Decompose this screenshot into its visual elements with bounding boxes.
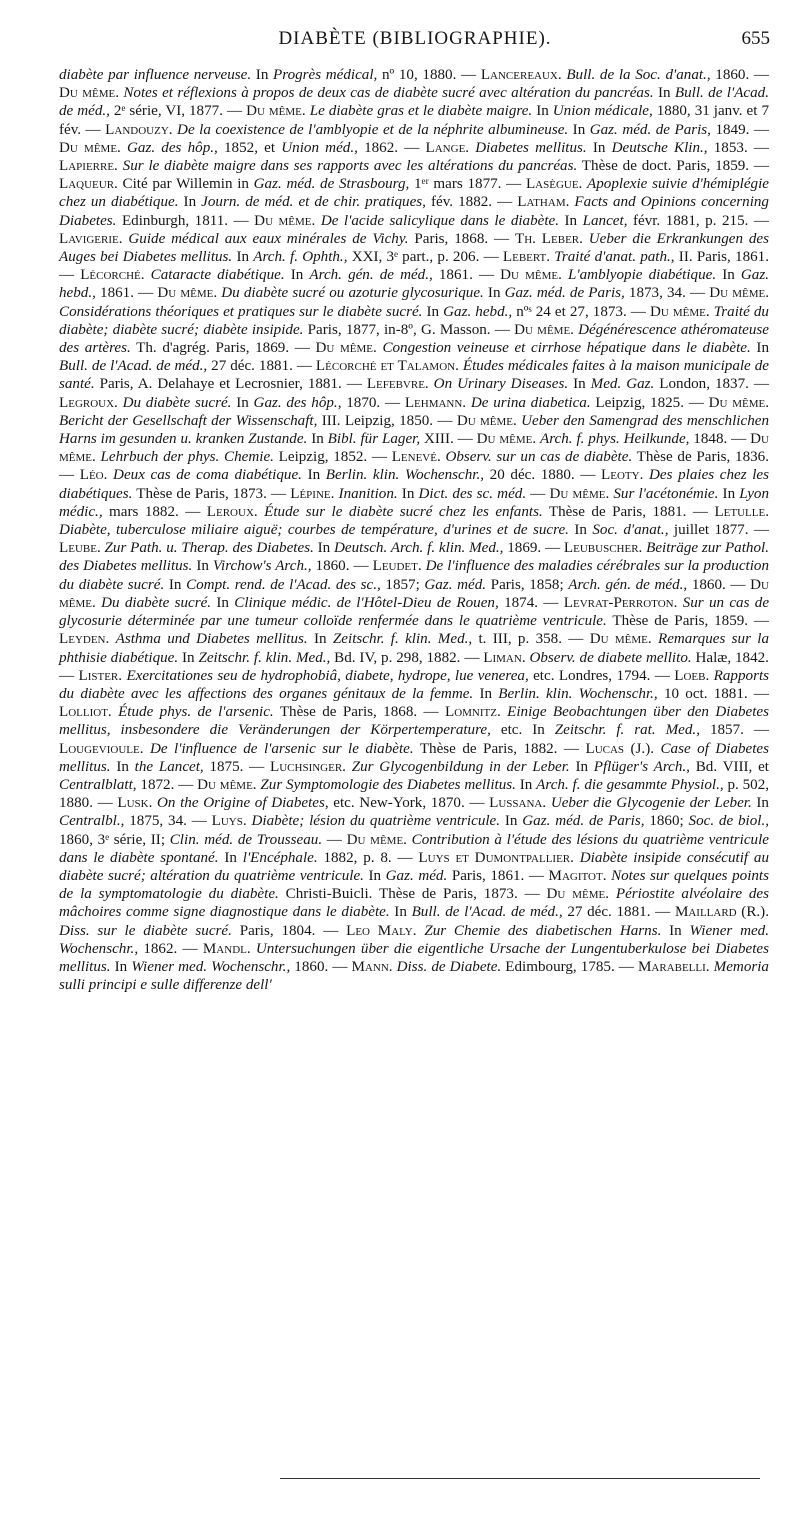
running-title: DIABÈTE (BIBLIOGRAPHIE). — [278, 28, 552, 49]
citation-text: In — [568, 522, 593, 539]
citation-text: In — [568, 376, 591, 393]
footer-rule — [280, 1478, 760, 1479]
author-name: Lolliot. — [59, 704, 112, 721]
italic-title: De l'influence des maladies cérébrales sur la production du diabète sucré. — [59, 558, 769, 593]
italic-title: Études médicales faites à la maison municipale de santé. — [59, 358, 769, 393]
citation-text: 1849. — — [710, 121, 770, 138]
citation-text: nºˢ 24 et 27, 1873. — — [512, 303, 650, 320]
citation-text: etc. New-York, 1870. — — [328, 795, 490, 812]
italic-title: Case of Diabetes mellitus. — [59, 740, 770, 775]
italic-title: Étude sur le diabète sucré chez les enfants. — [264, 503, 543, 520]
citation-text: Thèse de doct. Paris, 1859. — — [577, 158, 769, 175]
citation-text: nº 10, 1880. — — [377, 67, 481, 83]
citation-text: 1882, p. 8. — — [317, 849, 419, 866]
author-name: Th. Leber. — [514, 230, 583, 247]
italic-title: Des plaies chez les diabétiques. — [59, 467, 770, 502]
citation-text: 1862. — — [138, 940, 203, 957]
author-name: Letulle. — [714, 503, 769, 520]
author-name: Lehmann. — [404, 394, 467, 411]
author-name: Levrat-Perroton. — [563, 594, 678, 611]
italic-title: Zeitschr. f. rat. Med., — [554, 722, 700, 739]
citation-text: 1875, 34. — — [124, 813, 212, 830]
italic-title: Clinique médic. de l'Hôtel-Dieu de Rouen, — [234, 594, 499, 611]
author-name: Lussana. — [489, 795, 547, 812]
citation-text: fév. 1882. — — [425, 194, 518, 211]
italic-title: Diabète, tuberculose miliaire aiguë; courbes de température, d'urines et de sucre. — [59, 522, 569, 539]
author-name: Du même. — [649, 303, 710, 320]
citation-text: In — [586, 139, 612, 156]
italic-title: Sur l'acétonémie. — [613, 485, 719, 502]
citation-text: 1874. — — [498, 594, 564, 611]
italic-title: De la coexistence de l'amblyopie et de la néphrite albumineuse. — [177, 121, 569, 138]
author-name: Liman. — [483, 649, 526, 666]
citation-text: In — [483, 285, 505, 302]
italic-title: Bull. de l'Acad. de méd., — [411, 904, 563, 921]
author-name: Du même. — [59, 85, 119, 102]
italic-title: Soc. de biol., — [688, 813, 770, 830]
citation-text: Edimbourg, 1785. — — [501, 958, 638, 975]
citation-text: 1857; — [380, 576, 425, 593]
italic-title: Asthma und Diabetes mellitus. — [115, 631, 308, 648]
author-name: Lécorché. — [80, 267, 145, 284]
author-name: Leudet. — [372, 558, 422, 575]
citation-text: 1860. — — [311, 558, 373, 575]
italic-title: Med. Gaz. — [590, 376, 655, 393]
citation-text: In — [307, 631, 333, 648]
citation-text: In — [192, 558, 213, 575]
citation-text: 1870. — — [341, 394, 405, 411]
italic-title: Arch. f. die gesammte Physiol., — [536, 776, 724, 793]
italic-title: Bull. de la Soc. d'anat., — [566, 67, 711, 83]
italic-title: L'amblyopie diabétique. — [568, 267, 717, 284]
author-name: Du même. — [456, 412, 517, 429]
author-name: Lister. — [78, 667, 123, 684]
italic-title: Compt. rend. de l'Acad. des sc., — [186, 576, 381, 593]
author-name: Du même. — [157, 285, 218, 302]
citation-text — [609, 886, 616, 902]
italic-title: Bull. de l'Acad. de méd., — [59, 85, 769, 120]
citation-text: In — [164, 576, 187, 593]
author-name: Lapierre. — [59, 158, 118, 175]
citation-text: In — [500, 813, 523, 830]
citation-text: Paris, 1868. — — [408, 230, 515, 247]
italic-title: Gaz. méd. de Paris, — [589, 121, 711, 138]
citation-text: 1872. — — [136, 776, 198, 793]
citation-text: 1862. — — [357, 139, 426, 156]
italic-title: Soc. d'anat., — [592, 522, 669, 539]
citation-text: In — [473, 685, 499, 702]
citation-text: In — [718, 485, 740, 502]
author-name: Leo Maly. — [346, 922, 417, 939]
author-name: Du même. — [546, 886, 609, 903]
citation-text: 1860, 3ᵉ série, II; — [59, 831, 170, 848]
author-name: Lefebvre. — [366, 376, 429, 393]
author-name: Lenevé. — [391, 449, 441, 466]
author-name: Du même. — [500, 267, 562, 284]
italic-title: Traité d'anat. path., — [554, 249, 675, 266]
citation-text: 1860; — [644, 813, 689, 830]
italic-title: Apoplexie suivie d'hémiplégie chez un diabétique. — [59, 176, 769, 211]
citation-text: In — [389, 904, 412, 921]
italic-title: Wiener med. Wochenschr., — [131, 958, 291, 975]
italic-title: Dégénérescence athéromateuse des artères. — [59, 321, 769, 357]
citation-text: In — [232, 249, 254, 266]
citation-text: Thèse de Paris, 1859. — — [606, 613, 769, 630]
author-name: Lucas (J.). — [585, 740, 654, 757]
italic-title: Lancet, — [582, 212, 628, 229]
italic-title: Sur un cas de glycosurie déterminée par une tumeur colloïde renfermée dans le quatrième ventricule. — [59, 594, 770, 630]
author-name: Du même. — [246, 103, 306, 120]
italic-title: De l'influence de l'arsenic sur le diabète. — [149, 740, 414, 757]
citation-text: Paris, 1804. — — [231, 922, 347, 939]
author-name: Du même. — [346, 831, 407, 848]
author-name: Léo. — [79, 467, 108, 484]
citation-text: In — [301, 467, 326, 484]
italic-title: De l'acide salicylique dans le diabète. — [320, 212, 560, 229]
citation-text: In — [661, 922, 690, 939]
italic-title: Ueber die Erkrankungen des Auges bei Diabetes mellitus. — [59, 230, 770, 266]
italic-title: Exercitationes seu de hydrophobiâ, diabete, hydrope, lue venerea, — [126, 667, 529, 684]
author-name: Landouzy. — [105, 121, 173, 138]
citation-text: Halæ, 1842. — — [59, 649, 769, 684]
citation-text: t. III, p. 358. — — [472, 631, 590, 648]
italic-title: Étude phys. de l'arsenic. — [118, 704, 274, 721]
italic-title: Diss. de Diabete. — [396, 958, 502, 975]
author-name: Du même. — [59, 139, 121, 156]
italic-title: Berlin. klin. Wochenschr., — [325, 467, 485, 484]
citation-text: 1860. — — [290, 958, 352, 975]
citation-text: — — [322, 831, 347, 848]
citation-text: In — [178, 194, 202, 211]
citation-text: XIII. — — [420, 431, 477, 448]
italic-title: Clin. méd. de Trousseau. — [169, 831, 323, 848]
citation-text: In — [532, 103, 553, 120]
citation-text: 1875. — — [203, 758, 271, 775]
citation-text: In — [251, 67, 274, 83]
italic-title: Notes sur quelques points de la symptomatologie du diabète. — [59, 867, 769, 903]
citation-text: 1861. — — [95, 285, 158, 302]
author-name: Leubuscher. — [563, 540, 643, 557]
page-header — [60, 28, 770, 58]
author-name: Lavigerie. — [59, 230, 123, 247]
italic-title: Zeitschr. f. klin. Med., — [198, 649, 331, 666]
author-name: Du même. — [589, 631, 652, 648]
italic-title: Contribution à l'étude des lésions du quatrième ventricule dans le diabète spontané. — [59, 831, 769, 866]
citation-text: Thèse de Paris, 1873. — — [132, 485, 291, 502]
author-name: Du même. — [476, 431, 537, 448]
author-name: Lépine. — [290, 485, 335, 502]
italic-title: Gaz. des hôp., — [253, 394, 342, 411]
author-name: Du même. — [254, 212, 316, 229]
author-name: Luys et Dumontpallier. — [418, 849, 574, 866]
italic-title: Diabète insipide consécutif au diabète sucré; altération du quatrième ventricule. — [59, 849, 770, 884]
italic-title: Pflüger's Arch., — [593, 758, 690, 775]
citation-text: In — [716, 267, 741, 284]
citation-text: In — [110, 958, 132, 975]
italic-title: Bibl. für Lager, — [327, 431, 421, 448]
citation-text: Cité par Willemin in — [117, 176, 254, 193]
italic-title: Centralbl., — [59, 813, 125, 830]
italic-title: Ueber die Glycogenie der Leber. — [550, 795, 752, 812]
citation-text: Paris, 1858; — [486, 576, 569, 593]
citation-text: — — [526, 485, 550, 502]
italic-title: Dict. des sc. méd. — [418, 485, 527, 502]
italic-title: Zur Path. u. Therap. des Diabetes. — [104, 540, 314, 557]
citation-text: 1860. — — [710, 67, 769, 83]
italic-title: Gaz. hebd., — [59, 267, 769, 302]
citation-text: etc. In — [490, 722, 555, 739]
citation-text: 1853. — — [707, 139, 770, 156]
italic-title: Le diabète gras et le diabète maigre. — [309, 103, 533, 120]
italic-title: Virchow's Arch., — [212, 558, 312, 575]
italic-title: Gaz. hebd., — [443, 303, 513, 320]
citation-text: juillet 1877. — — [668, 522, 769, 539]
italic-title: Congestion veineuse et cirrhose hépatique dans le diabète. — [382, 340, 751, 357]
citation-text: In — [515, 776, 537, 793]
citation-text: In — [307, 431, 328, 448]
citation-text: 1860. — — [687, 576, 751, 593]
italic-title: Ueber den Samengrad des menschlichen Harns im gesunden u. kranken Zustande. — [59, 412, 769, 448]
citation-text: In — [231, 394, 254, 411]
italic-title: On the Origine of Diabetes, — [157, 795, 329, 812]
author-name: Du même. — [709, 285, 769, 302]
italic-title: Arch. f. Ophth., — [253, 249, 348, 266]
bibliography-paragraph — [59, 66, 769, 994]
italic-title: l'Encéphale. — [242, 849, 318, 866]
citation-text: 1869. — — [503, 540, 564, 557]
italic-title: Gaz. méd. — [385, 867, 448, 884]
italic-title: Zur Glycogenbildung in der Leber. — [351, 758, 570, 775]
italic-title: Périostite alvéolaire des mâchoires comme signe diagnostique dans le diabète. — [59, 886, 769, 921]
italic-title: Arch. gén. de méd., — [309, 267, 433, 284]
italic-title: Inanition. — [338, 485, 398, 502]
author-name: Lusk. — [117, 795, 153, 812]
italic-title: Observ. de diabete mellito. — [529, 649, 692, 666]
author-name: Du même. — [59, 576, 769, 611]
author-name: Lougevioule. — [59, 740, 144, 757]
citation-text: Bd. IV, p. 298, 1882. — — [330, 649, 484, 666]
citation-text: In — [313, 540, 335, 557]
author-name: Luchsinger. — [270, 758, 346, 775]
italic-title: Gaz. méd. de Strasbourg, — [253, 176, 410, 193]
italic-title: Berlin. klin. Wochenschr., — [498, 685, 658, 702]
citation-text: Edinburgh, 1811. — — [116, 212, 255, 229]
italic-title: Lehrbuch der phys. Chemie. — [100, 449, 274, 466]
italic-title: Rapports du diabète avec les affections des organes génitaux de la femme. — [59, 667, 770, 702]
author-name: Lomnitz. — [444, 704, 501, 721]
page-number: 655 — [741, 28, 770, 49]
author-name: Laqueur. — [59, 176, 118, 193]
italic-title: Beiträge zur Pathol. des Diabetes mellitus. — [59, 540, 769, 575]
author-name: Du même. — [59, 431, 769, 466]
italic-title: Gaz. des hôp., — [127, 139, 218, 156]
italic-title: Considérations théoriques et pratiques sur le diabète sucré. — [59, 303, 423, 320]
author-name: Mann. — [351, 958, 393, 975]
italic-title: Union méd., — [281, 139, 358, 156]
italic-title: Guide médical aux eaux minérales de Vichy. — [128, 230, 409, 247]
citation-text: Leipzig, 1825. — — [590, 394, 709, 411]
author-name: Luys. — [211, 813, 247, 830]
citation-text: In — [569, 758, 594, 775]
citation-text: 1848. — — [689, 431, 751, 448]
author-name: Du même. — [197, 776, 257, 793]
author-name: Lange. — [425, 139, 470, 156]
citation-text: Christi-Buicli. Thèse de Paris, 1873. — — [278, 886, 547, 903]
citation-text: mars 1882. — — [102, 503, 207, 520]
italic-title: Centralblatt, — [59, 776, 137, 793]
citation-text: Paris, 1877, in-8º, G. Masson. — — [303, 321, 515, 338]
citation-text: In — [397, 485, 419, 502]
italic-title: Journ. de méd. et de chir. pratiques, — [201, 194, 426, 211]
citation-text: In — [211, 594, 235, 611]
italic-title: Diss. sur le diabète sucré. — [59, 922, 232, 939]
citation-text: 27 déc. 1881. — — [207, 358, 316, 375]
italic-title: Wiener med. Wochenschr., — [59, 922, 770, 957]
italic-title: Zur Symptomologie des Diabetes mellitus. — [260, 776, 516, 793]
author-name: Lécorché et Talamon. — [315, 358, 459, 375]
author-name: Maillard (R.). — [674, 904, 769, 921]
citation-text: In — [751, 795, 769, 812]
italic-title: Du diabète sucré ou azoturie glycosurique. — [221, 285, 484, 302]
italic-title: Notes et réflexions à propos de deux cas de diabète sucré avec altération du pancréas. — [123, 85, 654, 102]
author-name: Magitot. — [548, 867, 607, 884]
citation-text: 1880, 31 janv. et 7 fév. — — [59, 103, 769, 138]
author-name: Leube. — [59, 540, 101, 557]
italic-title: Einige Beobachtungen über den Diabetes mellitus, insbesondere die Veränderungen der Körpertemperature, — [59, 704, 770, 739]
bibliography-text — [59, 66, 769, 994]
author-name: Leoty. — [601, 467, 644, 484]
italic-title: Du diabète sucré. — [122, 394, 232, 411]
citation-text: 1861. — — [432, 267, 501, 284]
italic-title: Deutsche Klin., — [611, 139, 708, 156]
italic-title: Zur Chemie des diabetischen Harns. — [424, 922, 662, 939]
italic-title: Facts and Opinions concerning Diabetes. — [59, 194, 769, 229]
italic-title: Memoria sulli principi e sulle differenze dell' — [59, 958, 769, 994]
citation-text: London, 1837. — — [654, 376, 769, 393]
citation-text: Bd. VIII, et — [689, 758, 769, 775]
citation-text: In — [110, 758, 135, 775]
citation-text: Thèse de Paris, 1882. — — [413, 740, 586, 757]
author-name: Loeb. — [674, 667, 710, 684]
italic-title: Progrès médical, — [273, 67, 378, 83]
italic-title: Lyon médic., — [59, 485, 770, 520]
italic-title: Observ. sur un cas de diabète. — [445, 449, 633, 466]
citation-text: III. Leipzig, 1850. — — [317, 412, 457, 429]
citation-text: Paris, A. Delahaye et Lecrosnier, 1881. — — [94, 376, 367, 393]
author-name: Leroux. — [206, 503, 258, 520]
citation-text: févr. 1881, p. 215. — — [627, 212, 770, 229]
italic-title: diabète par influence nerveuse. — [59, 67, 252, 83]
italic-title: Zeitschr. f. klin. Med., — [332, 631, 473, 648]
citation-text: Th. d'agrég. Paris, 1869. — — [130, 340, 316, 357]
italic-title: Gaz. méd. — [424, 576, 487, 593]
author-name: Latham. — [517, 194, 570, 211]
citation-text: In — [559, 212, 583, 229]
author-name: Marabelli. — [637, 958, 710, 975]
citation-text: XXI, 3ᵉ part., p. 206. — — [347, 249, 503, 266]
citation-text: 1873, 34. — — [624, 285, 710, 302]
italic-title: Cataracte diabétique. — [150, 267, 285, 284]
italic-title: Bericht der Gesellschaft der Wissenschaft, — [59, 412, 318, 429]
citation-text: 1ᵉʳ mars 1877. — — [409, 176, 526, 193]
author-name: Legroux. — [59, 394, 118, 411]
italic-title: the Lancet, — [134, 758, 204, 775]
citation-text: p. 502, 1880. — — [59, 776, 770, 812]
author-name: Du même. — [708, 394, 769, 411]
citation-text: Thèse de Paris, 1881. — — [542, 503, 715, 520]
citation-text: II. Paris, 1861. — — [59, 249, 769, 284]
citation-text: 1857. — — [699, 722, 769, 739]
italic-title: Gaz. méd. de Paris, — [522, 813, 645, 830]
citation-text: In — [284, 267, 310, 284]
author-name: Lebert. — [502, 249, 551, 266]
italic-title: Diabète; lésion du quatrième ventricule. — [251, 813, 501, 830]
italic-title: Bull. de l'Acad. de méd., — [59, 358, 208, 375]
citation-text: 27 déc. 1881. — — [562, 904, 675, 921]
citation-text: In — [178, 649, 199, 666]
author-name: Du même. — [549, 485, 610, 502]
italic-title: Arch. gén. de méd., — [568, 576, 688, 593]
citation-text: In — [218, 849, 243, 866]
citation-text: In — [363, 867, 386, 884]
italic-title: Arch. f. phys. Heilkunde, — [540, 431, 690, 448]
citation-text: In — [750, 340, 769, 357]
citation-text: In — [653, 85, 675, 102]
italic-title: Diabetes mellitus. — [475, 139, 587, 156]
citation-text: In — [422, 303, 444, 320]
citation-text: 10 oct. 1881. — — [657, 685, 769, 702]
italic-title: Sur le diabète maigre dans ses rapports avec les altérations du pancréas. — [122, 158, 578, 175]
citation-text: Leipzig, 1852. — — [273, 449, 392, 466]
italic-title: Du diabète sucré. — [101, 594, 212, 611]
citation-text: etc. Londres, 1794. — — [528, 667, 675, 684]
italic-title: Gaz. méd. de Paris, — [504, 285, 625, 302]
citation-text: Thèse de Paris, 1868. — — [273, 704, 445, 721]
citation-text: 20 déc. 1880. — — [484, 467, 602, 484]
italic-title: Untersuchungen über die eigentliche Ursache der Lungentuberkulose bei Diabetes mellitus. — [59, 940, 769, 975]
citation-text: 2ᵉ série, VI, 1877. — — [109, 103, 247, 120]
author-name: Mandl. — [202, 940, 251, 957]
italic-title: De urina diabetica. — [470, 394, 591, 411]
author-name: Leyden. — [59, 631, 110, 648]
citation-text: In — [568, 121, 590, 138]
italic-title: Remarques sur la phthisie diabétique. — [59, 631, 769, 666]
author-name: Du même. — [514, 321, 574, 338]
author-name: Du même. — [315, 340, 377, 357]
italic-title: On Urinary Diseases. — [433, 376, 569, 393]
italic-title: Deux cas de coma diabétique. — [113, 467, 302, 484]
citation-text: Thèse de Paris, 1836. — — [59, 449, 769, 484]
author-name: Lasègue. — [525, 176, 583, 193]
author-name: Lancereaux. — [480, 67, 562, 83]
citation-text: 1852, et — [217, 139, 282, 156]
italic-title: Traité du diabète; diabète sucré; diabète insipide. — [59, 303, 769, 338]
italic-title: Union médicale, — [552, 103, 653, 120]
italic-title: Deutsch. Arch. f. klin. Med., — [334, 540, 504, 557]
citation-text: Paris, 1861. — — [447, 867, 549, 884]
